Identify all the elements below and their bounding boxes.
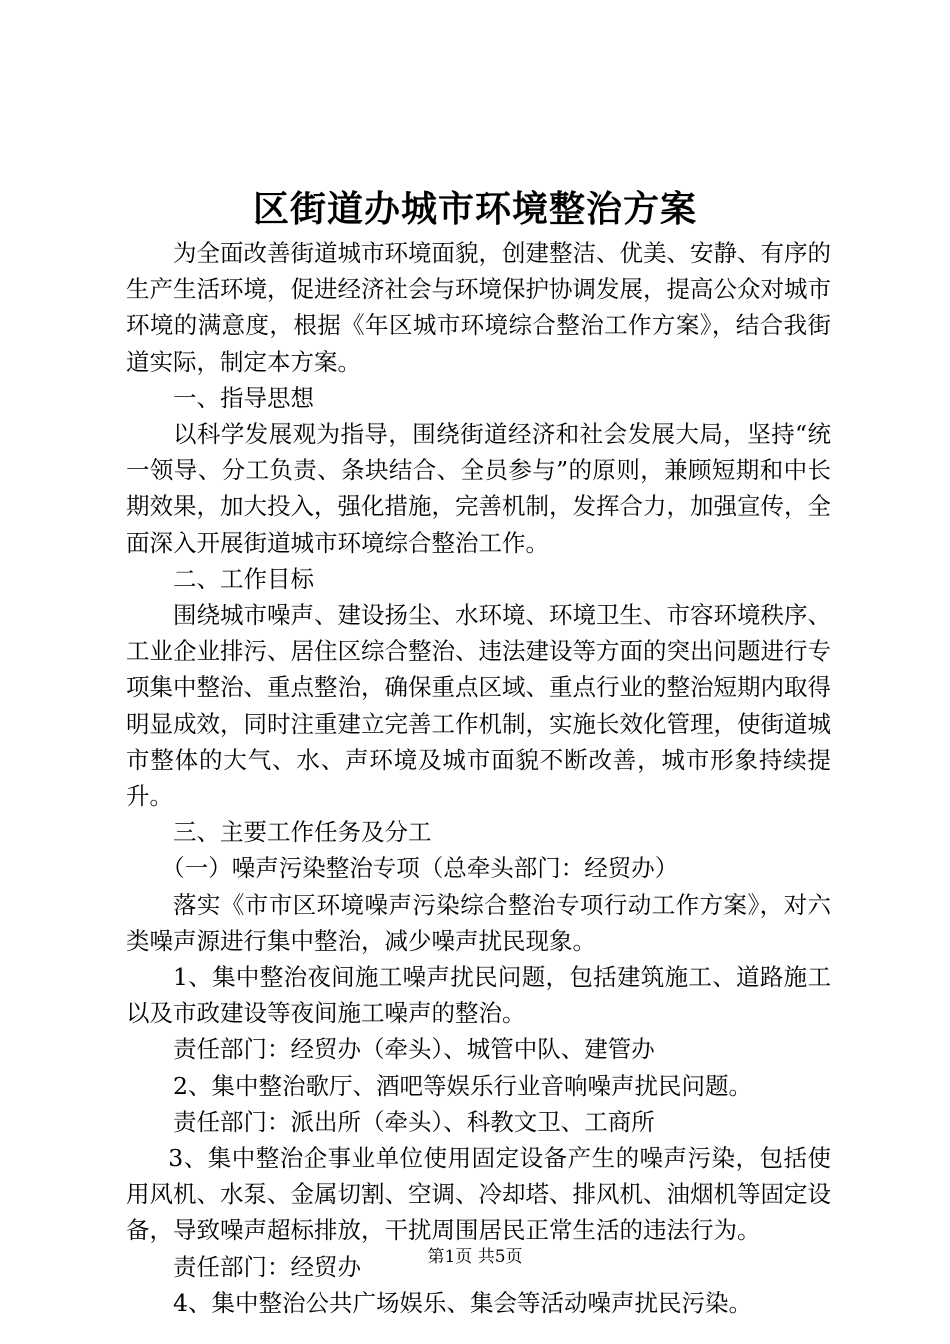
- paragraph-intro: 为全面改善街道城市环境面貌，创建整洁、优美、安静、有序的生产生活环境，促进经济社会与环境保护协调发展，提高公众对城市环境的满意度，根据《年区城市环境综合整治工作方案》，结合我街道实际，制定本方案。: [126, 239, 831, 376]
- section-heading-guiding-thought: 一、指导思想: [173, 383, 314, 412]
- list-item-3: 3、集中整治企事业单位使用固定设备产生的噪声污染，包括使用风机、水泵、金属切割、空调、冷却塔、排风机、油烟机等固定设备，导致噪声超标排放，干扰周围居民正常生活的违法行为。: [126, 1144, 831, 1245]
- list-item-4: 4、集中整治公共广场娱乐、集会等活动噪声扰民污染。: [173, 1288, 752, 1317]
- document-title: 区街道办城市环境整治方案: [252, 188, 697, 230]
- section-heading-main-tasks: 三、主要工作任务及分工: [173, 818, 432, 847]
- paragraph-guiding-thought: 以科学发展观为指导，围绕街道经济和社会发展大局，坚持“统一领导、分工负责、条块结合、全员参与”的原则，兼顾短期和中长期效果，加大投入，强化措施，完善机制，发挥合力，加强宣传，全面深入开展街道城市环境综合整治工作。: [126, 420, 831, 557]
- page-footer: 第1页 共5页: [427, 1247, 523, 1267]
- list-item-2: 2、集中整治歌厅、酒吧等娱乐行业音响噪声扰民问题。: [173, 1071, 752, 1100]
- responsible-dept-1: 责任部门：经贸办（牵头）、城管中队、建管办: [173, 1035, 655, 1064]
- list-item-1: 1、集中整治夜间施工噪声扰民问题，包括建筑施工、道路施工以及市政建设等夜间施工噪声的整治。: [126, 963, 831, 1028]
- subsection-heading-noise: （一）噪声污染整治专项（总牵头部门：经贸办）: [161, 854, 679, 883]
- paragraph-work-goals: 围绕城市噪声、建设扬尘、水环境、环境卫生、市容环境秩序、工业企业排污、居住区综合整治、违法建设等方面的突出问题进行专项集中整治、重点整治，确保重点区域、重点行业的整治短期内取得明显成效，同时注重建立完善工作机制，实施长效化管理，使街道城市整体的大气、水、声环境及城市面貌不断改善，城市形象持续提升。: [126, 601, 831, 811]
- document-body: [126, 235, 831, 1321]
- responsible-dept-2: 责任部门：派出所（牵头）、科教文卫、工商所: [173, 1107, 655, 1136]
- responsible-dept-3: 责任部门：经贸办: [173, 1252, 361, 1281]
- section-heading-work-goals: 二、工作目标: [173, 564, 314, 593]
- paragraph-noise-plan: 落实《市市区环境噪声污染综合整治专项行动工作方案》，对六类噪声源进行集中整治，减少噪声扰民现象。: [126, 890, 831, 955]
